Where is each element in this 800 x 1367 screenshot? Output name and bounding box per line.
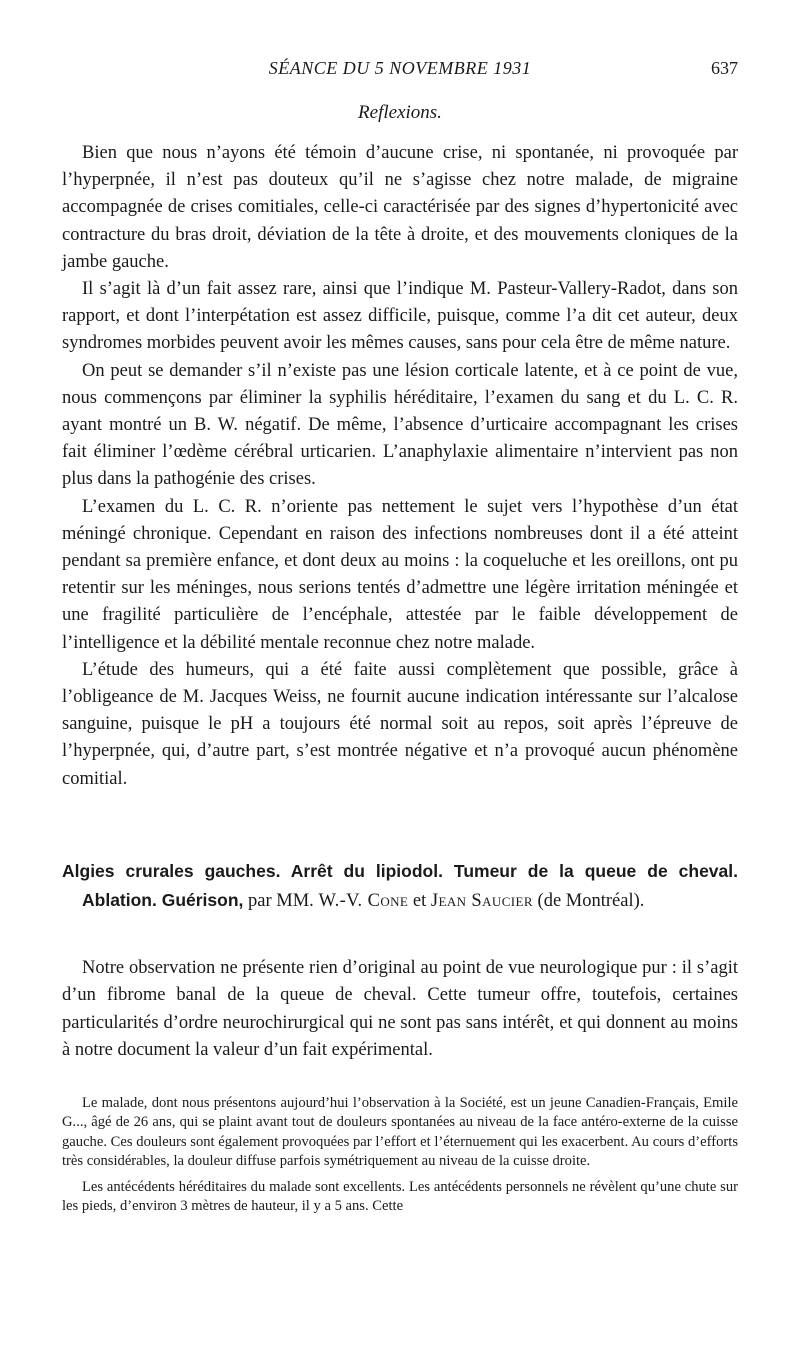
reflexions-body [62, 140, 738, 793]
case-report [62, 1094, 738, 1216]
page-number: 637 [711, 58, 738, 78]
intro-paragraph: Notre observation ne présente rien d’original au point de vue neurologique pur : il s’agit d’un fibrome banal de la queue de cheval. Cette tumeur offre, toutefois, certaines particularités d’ordre neurochirurgical qui ne sont pas sans intérêt, et qui donnent au moins à notre document la valeur d’un fait expérimental. [62, 958, 738, 1060]
author-cone: W.-V. Cone [318, 890, 409, 911]
article-intro [62, 955, 738, 1064]
author-affiliation: (de Montréal). [537, 890, 645, 911]
article-title-bold: Algies crurales gauches. Arrêt du lipiodol. Tumeur de la queue de cheval. Ablation. Guérison, [62, 861, 738, 910]
case-paragraph: Le malade, dont nous présentons aujourd’hui l’observation à la Société, est un jeune Canadien-Français, Emile G..., âgé de 26 ans, qui se plaint avant tout de douleurs spontanées au niveau de la face antéro-externe de la cuisse gauche. Ces douleurs sont également provoquées par l’effort et l’éternuement qui les exacerbent. Au cours d’efforts très considérables, la douleur diffuse parfois symétriquement au niveau de la cuisse droite. [62, 1095, 738, 1170]
section-heading: Reflexions. [358, 102, 442, 123]
body-paragraph: L’examen du L. C. R. n’oriente pas nettement le sujet vers l’hypothèse d’un état méningé chronique. Cependant en raison des infections nombreuses dont il a été atteint pendant sa première enfance, et dont deux au moins : la coqueluche et les oreillons, ont pu retentir sur les méninges, nous serions tentés d’admettre une légère irritation méningée et une fragilité particulière de l’encéphale, attestée par le faible développement de l’intelligence et la débilité mentale reconnue chez notre malade. [62, 496, 738, 653]
running-header [62, 56, 738, 80]
body-paragraph: Il s’agit là d’un fait assez rare, ainsi que l’indique M. Pasteur-Vallery-Radot, dans son rapport, et dont l’interpétation est assez difficile, puisque, comme l’a dit cet auteur, deux syndromes morbides peuvent avoir les mêmes causes, sans pour cela être de même nature. [62, 279, 738, 354]
body-paragraph: L’étude des humeurs, qui a été faite aussi complètement que possible, grâce à l’obligeance de M. Jacques Weiss, ne fournit aucune indication intéressante sur l’alcalose sanguine, puisque le pH a toujours été normal soit au repos, soit après l’épreuve de l’hyperpnée, qui, d’autre part, s’est montrée négative et n’a provoqué aucun phénomène comitial. [62, 659, 738, 789]
article-by: par MM. [248, 890, 314, 911]
author-saucier: Jean Saucier [430, 890, 533, 911]
running-title: SÉANCE DU 5 NOVEMBRE 1931 [268, 58, 532, 78]
body-paragraph: On peut se demander s’il n’existe pas une lésion corticale latente, et à ce point de vue, nous commençons par éliminer la syphilis héréditaire, l’examen du sang et du L. C. R. ayant montré un B. W. négatif. De même, l’absence d’urticaire accompagnant les crises fait éliminer l’œdème cérébral urticarien. L’anaphylaxie alimentaire n’intervient pas non plus dans la pathogénie des crises. [62, 360, 738, 490]
case-paragraph: Les antécédents héréditaires du malade sont excellents. Les antécédents personnels ne révèlent qu’une chute sur les pieds, d’environ 3 mètres de hauteur, il y a 5 ans. Cette [62, 1178, 738, 1215]
body-paragraph: Bien que nous n’ayons été témoin d’aucune crise, ni spontanée, ni provoquée par l’hyperpnée, il n’est pas douteux qu’il ne s’agisse chez notre malade, de migraine accompagnée de crises comitiales, celle-ci caractérisée par des signes d’hypertonicité avec contracture du bras droit, déviation de la tête à droite, et des mouvements cloniques de la jambe gauche. [62, 143, 738, 272]
author-conjunction: et [412, 890, 427, 911]
article-title [62, 858, 738, 915]
